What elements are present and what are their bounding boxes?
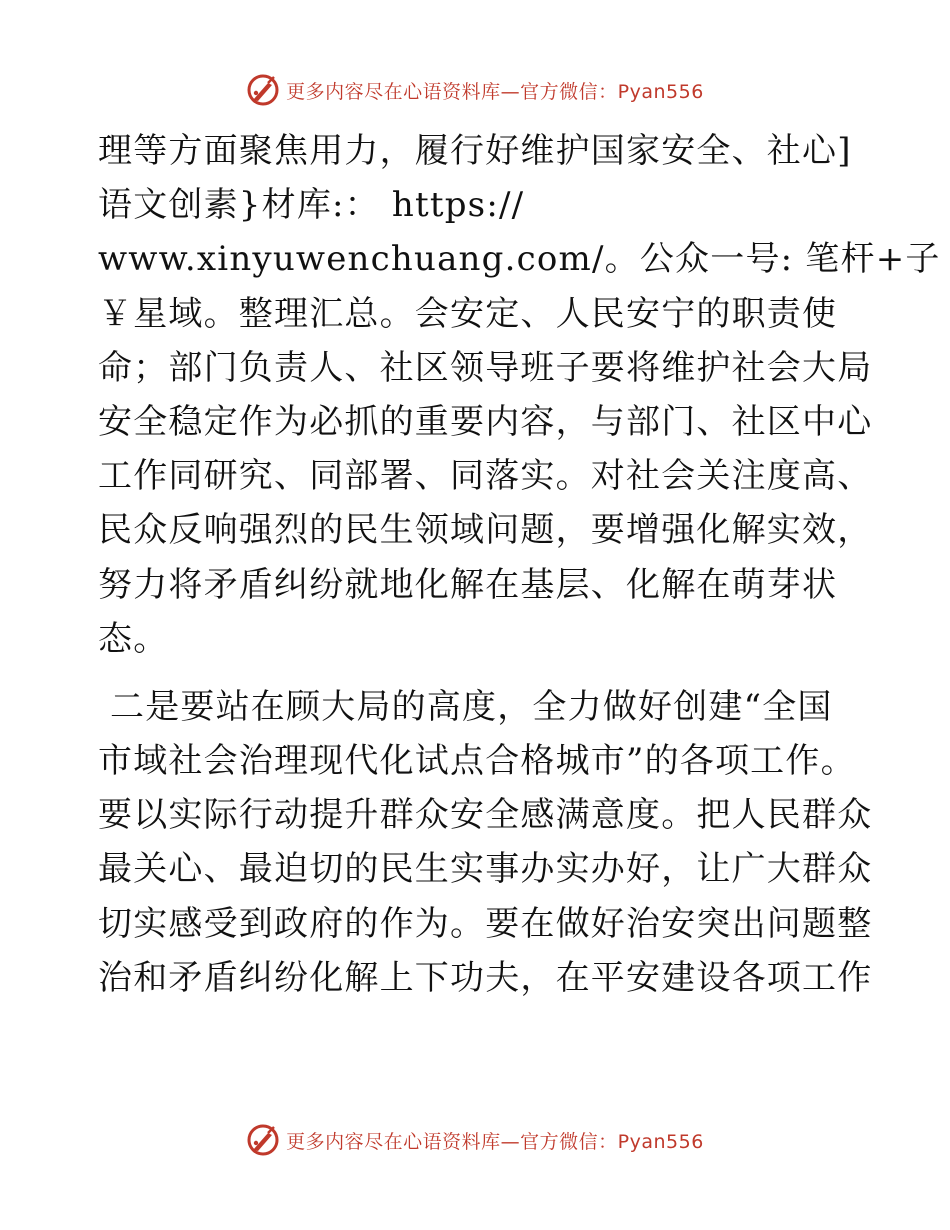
paragraph-2	[98, 680, 873, 1005]
paragraph-1	[98, 124, 941, 666]
text-line: 态。	[98, 618, 169, 659]
text-line: 最关心、最迫切的民生实事办实办好，让广大群众	[98, 849, 873, 890]
footer-banner	[0, 1118, 950, 1162]
text-line: 语文创素}材库:： https://	[98, 185, 525, 226]
text-line: ￥星域。整理汇总。会安定、人民安宁的职责使	[98, 293, 838, 334]
text-line: 治和矛盾纠纷化解上下功夫，在平安建设各项工作	[98, 957, 873, 998]
text-line: 要以实际行动提升群众安全感满意度。把人民群众	[98, 795, 873, 836]
text-line: 努力将矛盾纠纷就地化解在基层、化解在萌芽状	[98, 564, 838, 605]
text-line: 切实感受到政府的作为。要在做好治安突出问题整	[98, 903, 873, 944]
text-line: 市域社会治理现代化试点合格城市”的各项工作。	[98, 741, 856, 782]
quill-pen-icon	[246, 73, 280, 107]
text-line: 民众反响强烈的民生领域问题，要增强化解实效，	[98, 510, 873, 551]
header-banner	[0, 68, 950, 112]
paragraph-spacer	[98, 666, 858, 680]
header-banner-text: 更多内容尽在心语资料库—官方微信：Pyan556	[286, 80, 704, 103]
text-line: www.xinyuwenchuang.com/。公众一号: 笔杆+子	[98, 239, 941, 280]
footer-banner-text: 更多内容尽在心语资料库—官方微信：Pyan556	[286, 1130, 704, 1153]
text-line: 工作同研究、同部署、同落实。对社会关注度高、	[98, 456, 873, 497]
text-line: 命；部门负责人、社区领导班子要将维护社会大局	[98, 347, 873, 388]
quill-pen-icon	[246, 1123, 280, 1157]
document-body	[98, 124, 941, 1005]
text-line: 二是要站在顾大局的高度，全力做好创建“全国	[98, 686, 833, 727]
text-line: 理等方面聚焦用力，履行好维护国家安全、社心]	[98, 131, 852, 171]
text-line: 安全稳定作为必抓的重要内容，与部门、社区中心	[98, 401, 873, 442]
